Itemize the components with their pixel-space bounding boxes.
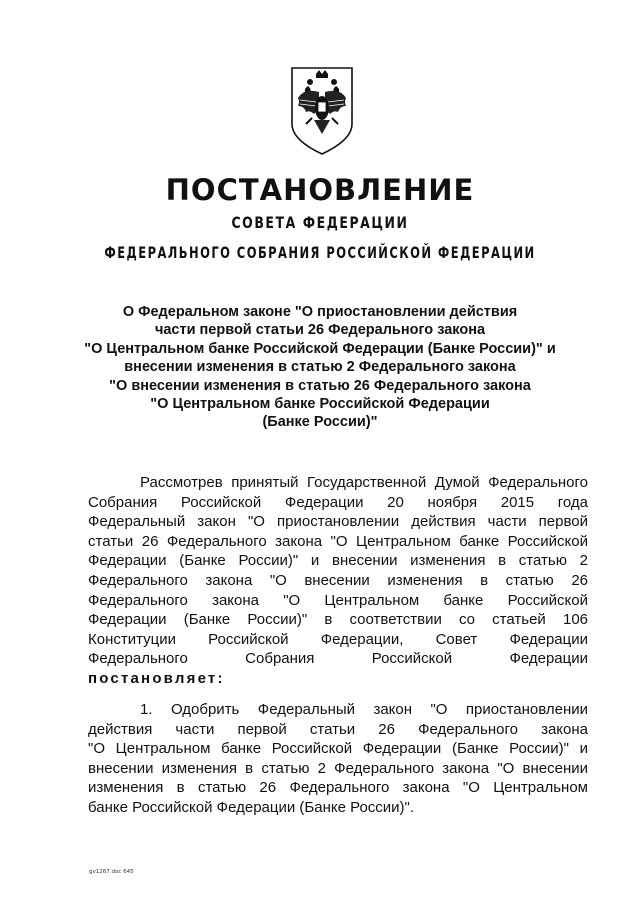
paragraph-line: статьи 26 Федерального закона "О Центральном банке Российской [88, 532, 588, 550]
paragraph-line: Собрания Российской Федерации 20 ноября 2015 года [88, 493, 588, 511]
document-file-reference: gv1267.doc 645 [89, 869, 134, 875]
issuing-body-line-1: СОВЕТА ФЕДЕРАЦИИ [231, 213, 409, 232]
subject-line: О Федеральном законе "О приостановлении действия [122, 304, 518, 320]
subject-line: "О внесении изменения в статью 26 Федерального закона [109, 377, 531, 394]
paragraph-line: действия части первой статьи 26 Федерального закона [88, 720, 588, 738]
paragraph-line: изменения в статью 26 Федерального закона "О Центральном [88, 779, 588, 797]
subject-line: "О Центральном банке Российской Федерации (Банке России)" и [84, 340, 556, 357]
preamble-paragraph [88, 473, 588, 689]
paragraph-line: Рассмотрев принятый Государственной Думой Федерального [140, 474, 588, 491]
paragraph-line: Федерации (Банке России)" и внесении изменения в статью 2 [88, 552, 588, 570]
paragraph-line: банке Российской Федерации (Банке России)". [88, 798, 415, 816]
paragraph-line: "О Центральном банке Российской Федерации (Банке России)" и [88, 740, 588, 758]
subject-line: внесении изменения в статью 2 Федерального закона [124, 359, 516, 376]
subject-line: (Банке России)" [262, 414, 378, 431]
paragraph-line: внесении изменения в статью 2 Федерального закона "О внесении [88, 759, 588, 777]
paragraph-line: Федерального Собрания Российской Федерации [88, 650, 588, 668]
item-1-paragraph [88, 700, 588, 818]
paragraph-line: Федерального закона "О Центральном банке Российской [88, 591, 588, 609]
paragraph-line: Федерального закона "О внесении изменения в статью 26 [88, 571, 588, 589]
document-subject [80, 303, 560, 432]
paragraph-line: Федеральный закон "О приостановлении действия части первой [88, 513, 588, 531]
paragraph-line: Конституции Российской Федерации, Совет Федерации [88, 630, 588, 648]
paragraph-line: 1. Одобрить Федеральный закон "О приостановлении [140, 701, 588, 718]
subject-line: "О Центральном банке Российской Федерации [150, 396, 490, 413]
document-title: ПОСТАНОВЛЕНИЕ [165, 173, 475, 207]
paragraph-line: Федерации (Банке России)" в соответствии со статьей 106 [88, 611, 588, 629]
coat-of-arms-emblem [286, 62, 358, 158]
subject-line: части первой статьи 26 Федерального закона [154, 322, 486, 339]
resolution-keyword: постановляет: [88, 669, 225, 687]
issuing-body-line-2: ФЕДЕРАЛЬНОГО СОБРАНИЯ РОССИЙСКОЙ ФЕДЕРАЦИИ [104, 243, 536, 262]
